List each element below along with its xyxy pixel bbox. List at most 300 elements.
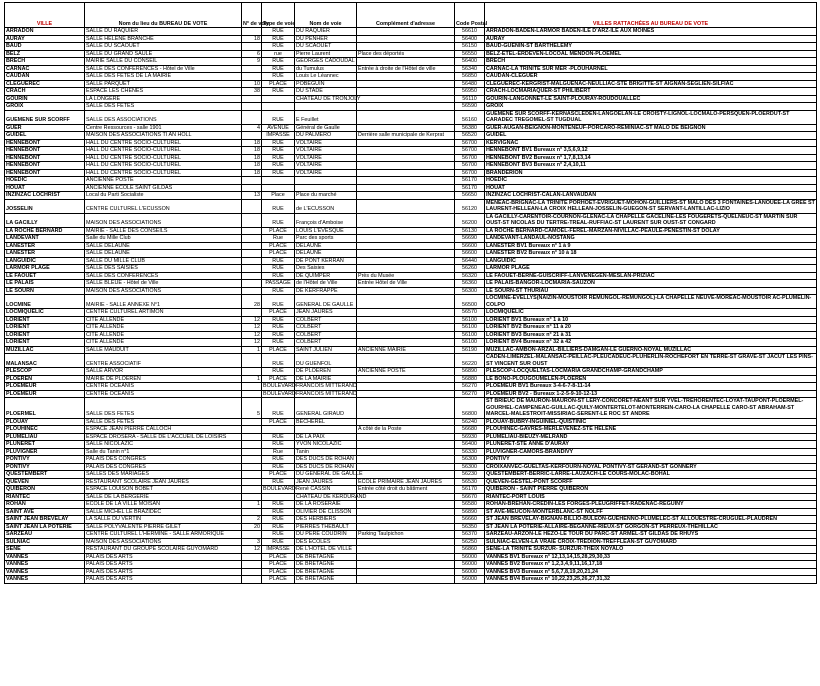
cell-type (262, 95, 295, 103)
table-row (5, 250, 817, 258)
cell-code-postal: 56520 (455, 132, 485, 140)
cell-complement (357, 516, 455, 524)
cell-type (262, 426, 295, 434)
cell-nom: ESPACE JEAN PIERRE CALLOCH (85, 426, 242, 434)
cell-complement (357, 339, 455, 347)
cell-villes-rattachees: ST BRIEUC DE MAURON-MAURON-ST LERY-CONCORET-NEANT SUR YVEL-TREHORENTEC-LOYAT-TAUPONT-PLOERMEL-GOURHEL-CAMPENEAC-GUILLAC-QUILY-MONTERTELOT-MONTERREIN-CARO-LA CHAPELLE CARO-ST ABRAHAM-ST MARCEL-MALESTROIT-MISSIRIAC-SERENT-LE ROC ST ANDRE (485, 398, 817, 419)
cell-nom: SALLE DELAUNE (85, 242, 242, 250)
table-row (5, 493, 817, 501)
cell-code-postal: 56270 (455, 390, 485, 398)
cell-villes-rattachees: LA ROCHE BERNARD-CAMOEL-FEREL-MARZAN-NIVILLAC-PEAULE-PENESTIN-ST DOLAY (485, 227, 817, 235)
cell-ville: BRECH (5, 58, 85, 66)
table-row (5, 426, 817, 434)
cell-ville: PLESCOP (5, 368, 85, 376)
cell-type: RUE (262, 265, 295, 273)
cell-ville: GOURIN (5, 95, 85, 103)
table-row (5, 448, 817, 456)
table-row (5, 398, 817, 419)
cell-villes-rattachees: HENNEBONT BV2 Bureaux n° 1,7,8,13,14 (485, 154, 817, 162)
cell-code-postal: 56500 (455, 295, 485, 309)
cell-type (262, 177, 295, 185)
table-row (5, 43, 817, 51)
cell-type: RUE (262, 331, 295, 339)
cell-type: RUE (262, 501, 295, 509)
cell-type: RUE (262, 516, 295, 524)
cell-num (242, 441, 262, 449)
cell-num (242, 227, 262, 235)
cell-num (242, 242, 262, 250)
cell-ville: LE FAOUET (5, 272, 85, 280)
cell-villes-rattachees: GOURIN-LANGONNET-LE SAINT-PLOURAY-ROUDOUALLEC (485, 95, 817, 103)
cell-code-postal: 56480 (455, 80, 485, 88)
cell-complement (357, 184, 455, 192)
cell-complement (357, 192, 455, 200)
cell-num (242, 354, 262, 368)
table-row (5, 88, 817, 96)
cell-type: RUE (262, 147, 295, 155)
cell-code-postal: 56950 (455, 88, 485, 96)
cell-ville: LORIENT (5, 331, 85, 339)
cell-ville: LANGUIDIC (5, 257, 85, 265)
table-row (5, 147, 817, 155)
cell-type: RUE (262, 456, 295, 464)
cell-villes-rattachees: LE SOURN-ST THURIAU (485, 287, 817, 295)
cell-nom: CITE ALLENDE (85, 331, 242, 339)
cell-code-postal: 56330 (455, 448, 485, 456)
cell-type: RUE (262, 531, 295, 539)
cell-type: RUE (262, 272, 295, 280)
cell-nom: PALAIS DES CONGRES (85, 463, 242, 471)
cell-nom: SALLE NICOLAZIC (85, 441, 242, 449)
cell-ville: PLOUHINEC (5, 426, 85, 434)
cell-type: PLACE (262, 375, 295, 383)
cell-voie: POBEGUIN (295, 80, 357, 88)
cell-villes-rattachees: PLOUHINEC-GAVRES-MERLEVENEZ-STE HELENE (485, 426, 817, 434)
cell-ville: SAINT JEAN BREVELAY (5, 516, 85, 524)
cell-nom: SALLE DU RAQUIER (85, 28, 242, 36)
cell-complement (357, 169, 455, 177)
cell-complement (357, 295, 455, 309)
cell-nom: SALLE DELAUNE (85, 250, 242, 258)
cell-code-postal: 56880 (455, 375, 485, 383)
cell-complement (357, 316, 455, 324)
cell-ville: LA GACILLY (5, 213, 85, 227)
cell-villes-rattachees: CLEGUEREC-KERGRIST-MALGUENAC-NEULLIAC-STE BRIGITTE-ST AIGNAN-SEGLIEN-SILFIAC (485, 80, 817, 88)
cell-code-postal: 56400 (455, 441, 485, 449)
cell-code-postal: 56270 (455, 383, 485, 391)
cell-code-postal: 56340 (455, 65, 485, 73)
cell-voie: DELAUNE (295, 242, 357, 250)
cell-num: 3 (242, 538, 262, 546)
table-row (5, 354, 817, 368)
cell-complement (357, 433, 455, 441)
cell-num: 18 (242, 139, 262, 147)
cell-voie: PIERRES THEBAULT (295, 523, 357, 531)
cell-voie: Louis Le Léannec (295, 73, 357, 81)
cell-nom: SALLE BLEUE - Hôtel de Ville (85, 280, 242, 288)
cell-complement: Parking Taulpichon (357, 531, 455, 539)
cell-villes-rattachees: PLUNERET-STE ANNE D'AURAY (485, 441, 817, 449)
cell-num: 10 (242, 80, 262, 88)
cell-complement (357, 508, 455, 516)
cell-voie: OLIVIER DE CLISSON (295, 508, 357, 516)
cell-villes-rattachees: PONTIVY (485, 456, 817, 464)
cell-type: PLACE (262, 418, 295, 426)
cell-num (242, 309, 262, 317)
table-row (5, 331, 817, 339)
cell-num: 12 (242, 316, 262, 324)
cell-num: 18 (242, 169, 262, 177)
cell-villes-rattachees: LARMOR PLAGE (485, 265, 817, 273)
cell-code-postal: 56300 (455, 456, 485, 464)
cell-complement (357, 418, 455, 426)
cell-complement (357, 546, 455, 554)
table-row (5, 508, 817, 516)
cell-villes-rattachees: VANNES BV1 Bureaux n° 12,13,14,15,28,29,30,33 (485, 553, 817, 561)
cell-villes-rattachees: ST JEAN BREVELAY-BIGNAN-BILLIO-BULEON-GUEHENNO-PLUMELEC-ST ALLOUESTRE-CRUGUEL-PLAUDREN (485, 516, 817, 524)
cell-villes-rattachees: LE BONO-PLOUGOUMELEN-PLOEREN (485, 375, 817, 383)
cell-villes-rattachees: LANESTER BV2 Bureaux n° 10 à 18 (485, 250, 817, 258)
cell-villes-rattachees: AURAY (485, 35, 817, 43)
cell-type: RUE (262, 43, 295, 51)
cell-type: RUE (262, 523, 295, 531)
cell-complement (357, 95, 455, 103)
cell-villes-rattachees: ST AVE-MEUCON-MONTERBLANC-ST NOLFF (485, 508, 817, 516)
cell-ville: ARRADON (5, 28, 85, 36)
header-row (5, 3, 817, 28)
cell-num: 12 (242, 331, 262, 339)
cell-voie: YVON NICOLAZIC (295, 441, 357, 449)
cell-code-postal: 56160 (455, 110, 485, 124)
cell-ville: CARNAC (5, 65, 85, 73)
table-row (5, 368, 817, 376)
cell-nom: SALLES DES MARIAGES (85, 471, 242, 479)
cell-nom: MAIRIE SALLE DU CONSEIL (85, 58, 242, 66)
cell-num (242, 199, 262, 213)
table-row (5, 184, 817, 192)
cell-nom: LA SALLE DU VERTIN (85, 516, 242, 524)
cell-voie: VOLTAIRE (295, 162, 357, 170)
cell-complement (357, 110, 455, 124)
cell-nom: SALLE ARVOR (85, 368, 242, 376)
cell-villes-rattachees: HENNEBONT BV3 Bureaux n° 2,4,10,11 (485, 162, 817, 170)
cell-code-postal: 56300 (455, 463, 485, 471)
header-ville: VILLE (5, 3, 85, 28)
cell-voie: VOLTAIRE (295, 169, 357, 177)
table-row (5, 463, 817, 471)
table-row (5, 553, 817, 561)
cell-nom: SALLE DES FETES (85, 398, 242, 419)
cell-code-postal: 56580 (455, 501, 485, 509)
cell-code-postal: 56610 (455, 28, 485, 36)
cell-code-postal: 56550 (455, 50, 485, 58)
cell-code-postal: 56190 (455, 346, 485, 354)
cell-code-postal: 56590 (455, 103, 485, 111)
cell-nom: SALLE DU MILLE CLUB (85, 257, 242, 265)
cell-nom: RESTAURANT SCOLAIRE JEAN JAURES (85, 478, 242, 486)
cell-ville: SULNIAC (5, 538, 85, 546)
cell-code-postal: 56400 (455, 58, 485, 66)
cell-nom: CENTRE CULTUREL L'HERMINE - SALLE ARMORIQUE (85, 531, 242, 539)
cell-complement (357, 154, 455, 162)
header-voie: Nom de voie (295, 3, 357, 28)
cell-ville: HOUAT (5, 184, 85, 192)
cell-complement (357, 162, 455, 170)
cell-villes-rattachees: BELZ-ETEL-ERDEVEN-LOCOAL MENDON-PLOEMEL (485, 50, 817, 58)
cell-num (242, 553, 262, 561)
table-row (5, 124, 817, 132)
cell-type: RUE (262, 65, 295, 73)
cell-nom: SALLE POLYVALENTE PIERRE GILET (85, 523, 242, 531)
cell-code-postal: 56890 (455, 368, 485, 376)
cell-ville: HENNEBONT (5, 162, 85, 170)
table-row (5, 316, 817, 324)
cell-voie: Tanin (295, 448, 357, 456)
cell-voie: DU RAQUIER (295, 28, 357, 36)
cell-ville: AURAY (5, 35, 85, 43)
cell-code-postal: 56100 (455, 324, 485, 332)
cell-complement (357, 80, 455, 88)
cell-ville: LORIENT (5, 316, 85, 324)
cell-complement (357, 287, 455, 295)
cell-ville: HENNEBONT (5, 139, 85, 147)
cell-nom: SALLE HELENE BRANCHE (85, 35, 242, 43)
cell-complement (357, 199, 455, 213)
cell-nom: SALLE DES ASSOCIATIONS (85, 110, 242, 124)
table-row (5, 80, 817, 88)
cell-nom: SALLE DE LA BERGERIE (85, 493, 242, 501)
cell-type: RUE (262, 28, 295, 36)
cell-num (242, 257, 262, 265)
table-row (5, 28, 817, 36)
cell-type: RUE (262, 257, 295, 265)
cell-villes-rattachees: PLOUAY-BUBRY-INGUINIEL-QUISTINIC (485, 418, 817, 426)
cell-complement (357, 493, 455, 501)
cell-code-postal: 56220 (455, 354, 485, 368)
cell-num (242, 250, 262, 258)
cell-type: PLACE (262, 576, 295, 584)
cell-nom: ANCIENNE POSTE (85, 177, 242, 185)
cell-voie: DE PLOEREN (295, 368, 357, 376)
table-row (5, 309, 817, 317)
cell-nom: CITE ALLENDE (85, 316, 242, 324)
cell-voie: du Tumulus (295, 65, 357, 73)
cell-num (242, 65, 262, 73)
table-row (5, 154, 817, 162)
table-row (5, 538, 817, 546)
cell-complement (357, 88, 455, 96)
cell-nom: SALLE DES CONFERENCES (85, 272, 242, 280)
cell-villes-rattachees: HOUAT (485, 184, 817, 192)
cell-num: 20 (242, 523, 262, 531)
table-row (5, 272, 817, 280)
cell-villes-rattachees: ROHAN-BREHAN-CREDIN-LES FORGES-PLEUGRIFFET-RADENAC-REGUINY (485, 501, 817, 509)
table-row (5, 287, 817, 295)
cell-nom: LA LONGERE (85, 95, 242, 103)
cell-voie: DU STADE (295, 88, 357, 96)
cell-code-postal: 56440 (455, 257, 485, 265)
table-row (5, 169, 817, 177)
cell-num (242, 568, 262, 576)
cell-complement (357, 324, 455, 332)
cell-num (242, 561, 262, 569)
cell-villes-rattachees: LE FAOUET-BERNE-GUISCRIFF-LANVENEGEN-MESLAN-PRIZIAC (485, 272, 817, 280)
cell-villes-rattachees: LOCMIQUELIC (485, 309, 817, 317)
cell-code-postal: 56100 (455, 339, 485, 347)
cell-voie: FRANCOIS MITTERAND (296, 383, 357, 389)
cell-complement: ANCIENNE MAIRIE (357, 346, 455, 354)
cell-complement (357, 383, 455, 391)
cell-num (242, 383, 262, 391)
table-row (5, 568, 817, 576)
cell-num: 18 (242, 162, 262, 170)
cell-type (262, 184, 295, 192)
table-row (5, 139, 817, 147)
cell-num: 18 (242, 154, 262, 162)
cell-num: 38 (242, 88, 262, 96)
cell-complement (357, 227, 455, 235)
cell-code-postal: 56100 (455, 316, 485, 324)
table-row (5, 383, 817, 391)
cell-nom: Local du Parti Socialiste (85, 192, 242, 200)
cell-villes-rattachees: MUZILLAC-AMBON-ARZAL-BILLIERS-DAMGAN-LE GUERNO-NOYAL MUZILLAC (485, 346, 817, 354)
cell-code-postal: 56200 (455, 213, 485, 227)
table-row (5, 346, 817, 354)
cell-type: RUE (262, 199, 295, 213)
cell-complement (357, 35, 455, 43)
cell-voie: François d'Amboise (295, 213, 357, 227)
table-row (5, 471, 817, 479)
cell-num (242, 508, 262, 516)
cell-ville: QUESTEMBERT (5, 471, 85, 479)
cell-code-postal: 56700 (455, 139, 485, 147)
cell-type: PLACE (262, 561, 295, 569)
cell-ville: CLEGUEREC (5, 80, 85, 88)
table-row (5, 280, 817, 288)
cell-villes-rattachees: CRACH-LOCMARIAQUER-ST PHILIBERT (485, 88, 817, 96)
cell-complement (357, 568, 455, 576)
cell-ville: GUEMENE SUR SCORFF (5, 110, 85, 124)
cell-code-postal: 56100 (455, 331, 485, 339)
cell-villes-rattachees: PLUMELIAU-BIEUZY-MELRAND (485, 433, 817, 441)
cell-complement (357, 257, 455, 265)
cell-villes-rattachees: CADEN-LIMERZEL-MALANSAC-PEILLAC-PLEUCADEUC-PLUHERLIN-ROCHEFORT EN TERRE-ST GRAVE-ST JACUT LES PINS-ST VINCENT SUR OUST (485, 354, 817, 368)
cell-code-postal: 56890 (455, 508, 485, 516)
table-row (5, 65, 817, 73)
table-row (5, 531, 817, 539)
cell-ville: CAUDAN (5, 73, 85, 81)
cell-type: RUE (262, 339, 295, 347)
cell-num (242, 471, 262, 479)
cell-complement (357, 265, 455, 273)
cell-voie: LOUIS L'EVESQUE (295, 227, 357, 235)
cell-type: BOULEVARD (263, 390, 296, 397)
cell-villes-rattachees: VANNES BV3 Bureaux n° 5,6,7,8,19,20,21,24 (485, 568, 817, 576)
cell-type: RUE (262, 88, 295, 96)
table-row (5, 50, 817, 58)
cell-type: RUE (262, 463, 295, 471)
cell-nom: SALLE DES CONFERENCES - Hôtel de Ville (85, 65, 242, 73)
cell-villes-rattachees: ST JEAN LA POTERIE-ALLAIRE-BEGANNE-RIEUX-ST GORGON-ST PERREUX-THEHILLAC (485, 523, 817, 531)
cell-complement: Derrière salle municipale de Kerprat (357, 132, 455, 140)
cell-complement (357, 375, 455, 383)
cell-villes-rattachees: QUIBERON - SAINT PIERRE QUIBERON (485, 486, 817, 494)
cell-voie: DES ECOLES (295, 538, 357, 546)
cell-num (242, 531, 262, 539)
cell-code-postal: 56850 (455, 73, 485, 81)
cell-villes-rattachees: CROIXANVEC-GUELTAS-KERFOURN-NOYAL PONTIVY-ST GERAND-ST GONNERY (485, 463, 817, 471)
cell-nom: ESPACE DROSERA - SALLE DE L'ACCUEIL DE LOISIRS (85, 433, 242, 441)
cell-type: RUE (262, 398, 295, 419)
cell-nom: CITE ALLENDE (85, 339, 242, 347)
cell-villes-rattachees: LANDEVANT-LANDAUL-NOSTANG (485, 235, 817, 243)
cell-voie: DES DUCS DE ROHAN (295, 463, 357, 471)
table-body (5, 28, 817, 584)
cell-voie (295, 103, 357, 111)
cell-type: Place (262, 192, 295, 200)
cell-complement: Entrée à droite de l'Hôtel de ville (357, 65, 455, 73)
cell-nom: SALLE MICHEL LE BRAZIDEC (85, 508, 242, 516)
table-row (5, 390, 817, 398)
cell-type: AVENUE (262, 124, 295, 132)
cell-ville: GROIX (5, 103, 85, 111)
cell-type: rue (262, 50, 295, 58)
cell-type: PLACE (262, 227, 295, 235)
cell-complement: Place des déportés (357, 50, 455, 58)
cell-villes-rattachees: LA GACILLY-CARENTOIR-COURNON-GLENAC-LA CHAPELLE GACELINE-LES FOUGERETS-QUELNEUC-ST MARTIN SUR OUST-ST NICOLAS DU TERTRE-TREAL-RUFFIAC-ST LAURENT SUR OUST-ST CONGARD (485, 213, 817, 227)
cell-voie: DES DUCS DE ROHAN (295, 456, 357, 464)
cell-nom: PALAIS DES ARTS (85, 568, 242, 576)
cell-voie: DE BRETAGNE (295, 553, 357, 561)
cell-num (242, 177, 262, 185)
cell-code-postal: 56670 (455, 493, 485, 501)
cell-ville: QUIBERON (5, 486, 85, 494)
cell-villes-rattachees: INZINZAC LOCHRIST-CALAN-LANVAUDAN (485, 192, 817, 200)
cell-num (242, 390, 262, 398)
table-row (5, 242, 817, 250)
table-row (5, 501, 817, 509)
cell-type: RUE (262, 139, 295, 147)
cell-type: IMPASSE (262, 132, 295, 140)
cell-num (242, 280, 262, 288)
cell-complement (357, 523, 455, 531)
cell-type: RUE (262, 441, 295, 449)
cell-num: 1 (242, 501, 262, 509)
cell-complement (357, 463, 455, 471)
cell-ville: LOCMINE (5, 295, 85, 309)
cell-ville: SARZEAU (5, 531, 85, 539)
cell-code-postal: 56170 (455, 184, 485, 192)
cell-complement: Entrée Hôtel de Ville (357, 280, 455, 288)
cell-num: 1 (242, 346, 262, 354)
cell-type: PLACE (262, 80, 295, 88)
cell-ville: MUZILLAC (5, 346, 85, 354)
cell-num: 18 (242, 147, 262, 155)
cell-num: 12 (242, 324, 262, 332)
cell-num (242, 272, 262, 280)
cell-voie: VOLTAIRE (295, 147, 357, 155)
table-row (5, 324, 817, 332)
cell-nom: CENTRE OCEANIS (85, 383, 242, 391)
cell-type: RUE (262, 154, 295, 162)
cell-code-postal: 56000 (455, 553, 485, 561)
cell-villes-rattachees: LE PALAIS-BANGOR-LOCMARIA-SAUZON (485, 280, 817, 288)
cell-complement (357, 43, 455, 51)
cell-num (242, 132, 262, 140)
cell-villes-rattachees: PLOEMEUR BV2 - Bureaux 1-2-5-9-10-12-13 (485, 390, 817, 398)
cell-voie: DE BRETAGNE (295, 576, 357, 584)
cell-num (242, 28, 262, 36)
